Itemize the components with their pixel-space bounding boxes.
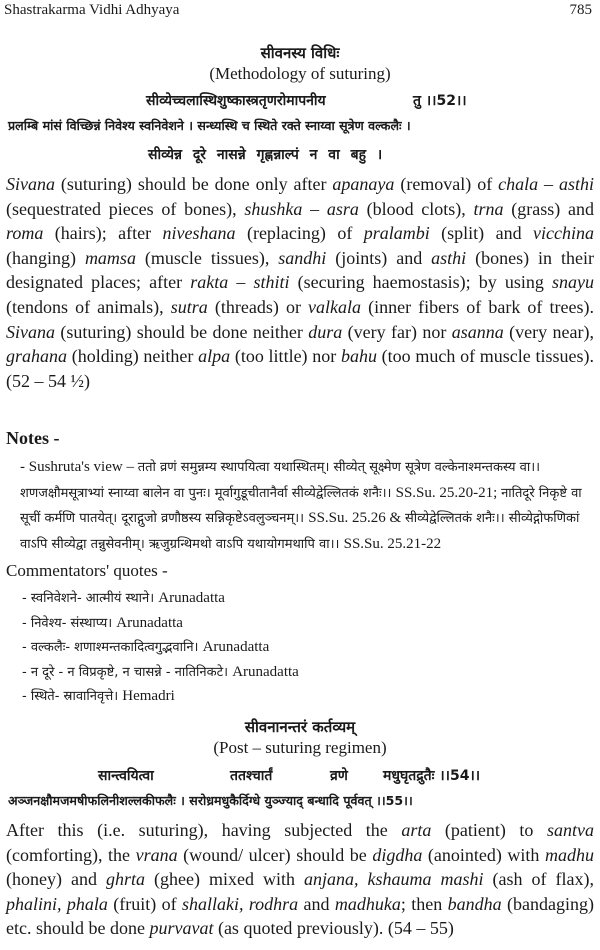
sanskrit-quote: ततो व्रणं समुन्नम्य स्थापयित्वा यथास्थितम्। सीव्येत् सूक्ष्मेण सूत्रेण वल्केनाश्मन्तकस्य वा।। शणजक्षौमसूत्राभ्यां स्नाय्वा बालेन वा पुनः। मूर्वागुडूचीतानैर्वा सीव्येद्वेल्लितकं शनैः।। xyxy=(20,460,541,501)
italic-term: mamsa xyxy=(84,247,136,268)
italic-term: grahana xyxy=(6,346,68,367)
text-run: (split) and xyxy=(429,223,533,244)
italic-term: Sivana xyxy=(6,321,55,342)
section-subheading-suturing: (Methodology of suturing) xyxy=(209,64,391,83)
sanskrit-quote: सीव्येद्वेल्लितकं शनैः।। सीव्येद्गोफणिकां वाऽपि सीव्येद्वा तन्नुसेवनीम्। ऋजुग्रन्थिमथो वाऽपि यथायोगमथापि वा।। xyxy=(20,511,580,552)
italic-term: Sivana xyxy=(6,174,55,194)
quote-sanskrit: - वल्कलैः- शणाश्मन्तकादित्वगुद्भवानि। xyxy=(22,640,203,655)
text-run: ; then xyxy=(400,893,448,914)
text-run: and xyxy=(298,893,335,914)
text-run: (as quoted previously). (54 – 55) xyxy=(213,918,454,939)
commentator-quote xyxy=(22,662,299,681)
text-run: After this (i.e. suturing), having subjected the xyxy=(6,820,402,840)
italic-term: rakta – sthiti xyxy=(190,272,290,293)
text-run: (wound/ ulcer) should be xyxy=(177,844,373,865)
commentator-quote xyxy=(22,686,175,705)
italic-term: santva xyxy=(547,820,594,840)
italic-term: anjana, kshauma mashi xyxy=(304,869,484,890)
text-run: (very far) nor xyxy=(342,321,452,342)
commentator-quote xyxy=(22,588,225,607)
running-header-title: Shastrakarma Vidhi Adhyaya xyxy=(4,2,180,18)
verse-52-number: तु ।।52।। xyxy=(413,93,467,109)
text-run: (hanging) xyxy=(6,247,85,268)
text-run: (very near), xyxy=(503,321,594,342)
italic-term: shushka – asra xyxy=(244,198,359,219)
translation-paragraph-suturing xyxy=(6,172,594,393)
italic-term: valkala xyxy=(308,296,362,317)
italic-term: snayu xyxy=(552,272,594,293)
italic-term: pralambi xyxy=(363,223,430,244)
verse-54-word-2: ततश्चार्तं xyxy=(230,768,273,784)
text-run: (too little) nor xyxy=(230,346,341,367)
text-run: (fruit) of xyxy=(107,893,182,914)
italic-term: bahu xyxy=(340,346,377,367)
verse-54-word-3: व्रणे xyxy=(330,768,348,784)
verse-54-word-1: सान्त्वयित्वा xyxy=(98,768,154,784)
italic-term: arta xyxy=(401,820,432,840)
italic-term: dura xyxy=(308,321,343,342)
commentators-label: Commentators' quotes - xyxy=(6,561,168,580)
verse-52-text: सीव्येच्चलास्थिशुष्कास्त्रतृणरोमापनीय xyxy=(146,93,326,109)
commentator-name: Hemadri xyxy=(122,688,175,704)
italic-term: madhu xyxy=(544,844,594,865)
section-heading-suturing: सीवनस्य विधिः xyxy=(260,44,340,62)
notes-label: Notes - xyxy=(6,428,60,448)
text-run: (securing haemostasis); by using xyxy=(289,272,552,293)
text-run: (muscle tissues), xyxy=(135,247,279,268)
italic-term: phalini, phala xyxy=(6,893,108,914)
text-run: (holding) neither xyxy=(67,346,199,367)
text-run: (sequestrated pieces of bones), xyxy=(6,198,245,219)
verse-54-half-line: सीव्येन्न दूरे नासन्ने गृह्णन्नाल्पं न वा बहु । xyxy=(148,147,383,163)
section-subheading-post-suturing: (Post – suturing regimen) xyxy=(213,738,387,757)
commentator-quote xyxy=(22,637,269,656)
text-run: (grass) and xyxy=(503,198,594,219)
text-run: (ash of flax), xyxy=(483,869,594,890)
citation-text: SS.Su. 25.26 & xyxy=(308,510,405,526)
text-run: (removal) of xyxy=(394,174,499,194)
italic-term: sutra xyxy=(170,296,208,317)
italic-term: shallaki, rodhra xyxy=(181,893,299,914)
text-run: (bandaging) etc. should be done xyxy=(6,893,594,939)
verse-54-word-4: मधुघृतद्रुतैः ।।54।। xyxy=(383,768,481,784)
italic-term: digdha xyxy=(372,844,423,865)
section-heading-post-suturing: सीवनानन्तरं कर्तव्यम् xyxy=(244,718,356,736)
italic-term: ghrta xyxy=(105,869,145,890)
quote-sanskrit: - न दूरे - न विप्रकृष्टे, न चासन्ने - नातिनिकटे। xyxy=(22,664,233,680)
italic-term: vrana xyxy=(135,844,178,865)
verse-55-line: अञ्जनक्षौमजमषीफलिनीशल्लकीफलैः । सरोध्रमधुकैर्दिग्धे युञ्ज्याद् बन्धादि पूर्ववत् ।।55।। xyxy=(8,793,413,808)
italic-term: asthi xyxy=(431,247,467,268)
italic-term: vicchina xyxy=(533,223,594,244)
text-run: (inner fibers of bark of trees). xyxy=(361,296,595,317)
italic-term: chala – asthi xyxy=(498,174,594,194)
italic-term: alpa xyxy=(198,346,231,367)
quote-sanskrit: - निवेश्य- संस्थाप्य। xyxy=(22,615,117,631)
italic-term: apanaya xyxy=(332,174,395,194)
text-run: (suturing) should be done only after xyxy=(55,174,333,194)
citation-text: SS.Su. 25.21-22 xyxy=(343,535,442,552)
text-run: (bones) in their designated places; after xyxy=(6,247,594,293)
text-run: (replacing) of xyxy=(235,223,364,244)
text-run: (too much of muscle tissues). (52 – 54 ½) xyxy=(6,346,594,391)
text-run: (tendons of animals), xyxy=(6,296,171,317)
italic-term: asanna xyxy=(451,321,504,342)
commentator-name: Arunadatta xyxy=(158,590,225,606)
commentator-name: Arunadatta xyxy=(232,663,299,680)
text-run: (anointed) with xyxy=(422,844,545,865)
text-run: (hairs); after xyxy=(43,223,163,244)
italic-term: roma xyxy=(6,223,44,244)
text-run: (blood clots), xyxy=(358,198,474,219)
text-run: (joints) and xyxy=(326,247,432,268)
quote-sanskrit: - स्वनिवेशने- आत्मीयं स्थाने। xyxy=(22,591,159,606)
page-number: 785 xyxy=(569,2,592,18)
translation-paragraph-post-suturing xyxy=(6,818,594,941)
text-run: (threads) or xyxy=(207,296,309,317)
text-run: (honey) and xyxy=(6,869,106,890)
text-run: (patient) to xyxy=(431,820,547,840)
quote-sanskrit: - स्थिते- स्रावानिवृत्ते। xyxy=(22,689,123,704)
italic-term: trna xyxy=(473,198,504,219)
commentator-name: Arunadatta xyxy=(116,614,183,631)
text-run: (ghee) mixed with xyxy=(145,869,304,890)
italic-term: niveshana xyxy=(162,223,236,244)
sushruta-view-note xyxy=(20,455,596,557)
text-run: (comforting), the xyxy=(6,844,136,865)
italic-term: purvavat xyxy=(149,918,214,939)
verse-53-line: प्रलम्बि मांसं विच्छिन्नं निवेश्य स्वनिवेशने । सन्ध्यस्थि च स्थिते रक्ते स्नाय्वा सूत्रेण वल्कलैः । xyxy=(8,118,411,133)
sanskrit-quote: नातिदूरे निकृष्टे वा सूचीं कर्मणि पातयेत्। दूराद्गुजो व्रणौष्ठस्य सन्निकृष्टेऽवलुञ्चनम्।। xyxy=(20,485,582,526)
italic-term: bandha xyxy=(447,893,502,914)
text-run: (suturing) should be done neither xyxy=(55,321,309,342)
citation-text: SS.Su. 25.20-21; xyxy=(395,484,502,501)
italic-term: madhuka xyxy=(334,893,401,914)
commentator-quote xyxy=(22,613,183,632)
citation-text: - Sushruta's view – xyxy=(20,459,138,475)
commentator-name: Arunadatta xyxy=(202,639,270,655)
italic-term: sandhi xyxy=(278,247,327,268)
